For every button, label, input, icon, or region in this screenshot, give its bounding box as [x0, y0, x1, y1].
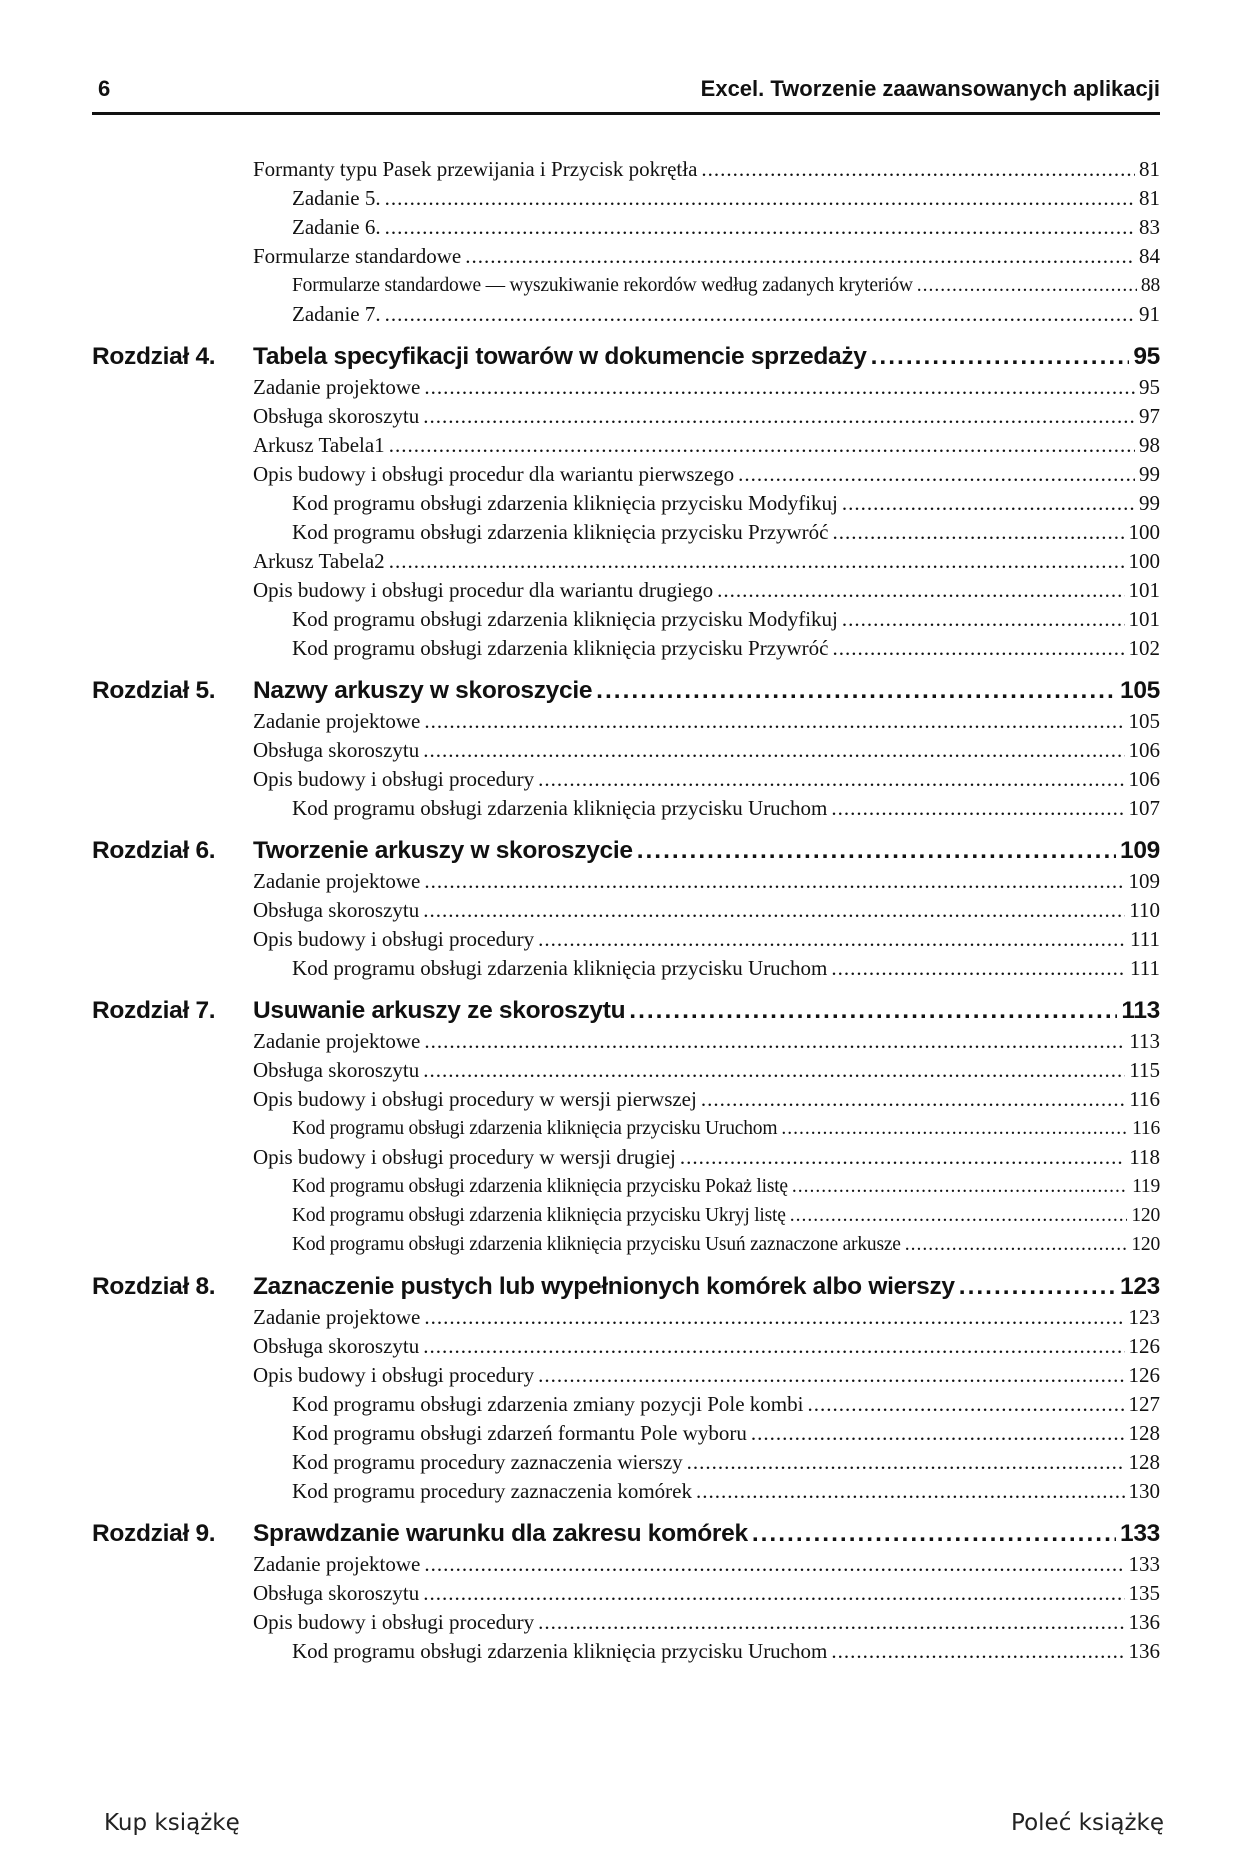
toc-entry-page: 107 — [1128, 796, 1160, 820]
toc-entry-title: Obsługa skoroszytu — [253, 404, 420, 428]
toc-entry-title: Opis budowy i obsługi procedury w wersji drugiej — [253, 1145, 676, 1169]
toc-entry-page: 95 — [1139, 375, 1160, 399]
toc-entry-page: 116 — [1129, 1087, 1160, 1111]
dot-leader — [738, 460, 1135, 489]
dot-leader — [423, 896, 1125, 925]
toc-entry-title: Kod programu obsługi zdarzenia kliknięcia przycisku Pokaż listę — [292, 1176, 788, 1197]
toc-entry-page: 99 — [1139, 491, 1160, 515]
toc-entry-page: 126 — [1128, 1334, 1160, 1358]
toc-entry-page: 105 — [1128, 709, 1160, 733]
toc-entry-title: Kod programu obsługi zdarzenia kliknięcia przycisku Uruchom — [292, 1118, 778, 1139]
dot-leader — [637, 834, 1116, 867]
toc-entry[interactable] — [92, 1419, 1160, 1448]
toc-entry-page: 135 — [1128, 1581, 1160, 1605]
toc-entry[interactable] — [92, 271, 1160, 300]
dot-leader — [389, 547, 1125, 576]
toc-entry-title: Zadanie projektowe — [253, 869, 421, 893]
toc-entry-title: Obsługa skoroszytu — [253, 898, 420, 922]
chapter-label: Rozdział 9. — [92, 1520, 216, 1547]
chapter-label: Rozdział 7. — [92, 997, 216, 1024]
toc-entry[interactable] — [92, 1332, 1160, 1361]
toc-entry-title: Kod programu obsługi zdarzenia kliknięcia przycisku Usuń zaznaczone arkusze — [292, 1234, 901, 1255]
toc-entry-title: Zadanie 7. — [292, 302, 381, 326]
book-title: Excel. Tworzenie zaawansowanych aplikacji — [700, 76, 1160, 101]
toc-entry[interactable] — [92, 1027, 1160, 1056]
toc-entry-title: Kod programu obsługi zdarzenia kliknięcia przycisku Przywróć — [292, 636, 829, 660]
chapter-label: Rozdział 8. — [92, 1273, 216, 1300]
toc-entry[interactable] — [92, 867, 1160, 896]
toc-entry-title: Zadanie projektowe — [253, 709, 421, 733]
toc-entry-title: Kod programu obsługi zdarzenia kliknięcia przycisku Uruchom — [292, 956, 828, 980]
toc-entry[interactable] — [92, 1303, 1160, 1332]
toc-entry-page: 91 — [1139, 302, 1160, 326]
toc-entry[interactable] — [92, 1085, 1160, 1114]
toc-entry[interactable] — [92, 242, 1160, 271]
page-header — [92, 74, 1160, 115]
toc-entry-page: 113 — [1129, 1029, 1160, 1053]
chapter-title: Tabela specyfikacji towarów w dokumencie sprzedaży — [253, 343, 867, 370]
toc-entry[interactable] — [92, 896, 1160, 925]
toc-entry-title: Zadanie 5. — [292, 186, 381, 210]
toc-entry[interactable] — [92, 707, 1160, 736]
toc-entry-title: Kod programu obsługi zdarzeń formantu Pole wyboru — [292, 1421, 747, 1445]
dot-leader — [424, 707, 1124, 736]
toc-entry-page: 136 — [1128, 1639, 1160, 1663]
dot-leader — [424, 867, 1124, 896]
toc-entry-page: 97 — [1139, 404, 1160, 428]
chapter-page: 95 — [1133, 343, 1160, 370]
toc-entry[interactable] — [92, 1550, 1160, 1579]
toc-entry-page: 127 — [1128, 1392, 1160, 1416]
dot-leader — [833, 518, 1125, 547]
dot-leader — [696, 1477, 1125, 1506]
toc-entry-title: Kod programu obsługi zdarzenia kliknięcia przycisku Przywróć — [292, 520, 829, 544]
toc-entry[interactable] — [92, 402, 1160, 431]
dot-leader — [842, 489, 1135, 518]
recommend-book-link[interactable]: Poleć książkę — [1011, 1810, 1164, 1836]
dot-leader — [423, 736, 1124, 765]
toc-entry-title: Kod programu procedury zaznaczenia komórek — [292, 1479, 692, 1503]
toc-entry-title: Formanty typu Pasek przewijania i Przycisk pokrętła — [253, 157, 698, 181]
toc-entry[interactable] — [92, 184, 1160, 213]
toc-entry[interactable] — [92, 431, 1160, 460]
toc-entry-page: 81 — [1139, 186, 1160, 210]
dot-leader — [596, 674, 1116, 707]
toc-entry[interactable] — [92, 954, 1160, 983]
chapter-heading[interactable] — [92, 674, 1160, 707]
toc-entry-title: Zadanie projektowe — [253, 1029, 421, 1053]
toc-entry-title: Opis budowy i obsługi procedur dla wariantu pierwszego — [253, 462, 735, 486]
toc-entry[interactable] — [92, 1448, 1160, 1477]
dot-leader — [905, 1230, 1128, 1259]
toc-entry-page: 99 — [1139, 462, 1160, 486]
dot-leader — [538, 765, 1124, 794]
toc-entry-page: 120 — [1131, 1205, 1160, 1226]
toc-entry-page: 109 — [1128, 869, 1160, 893]
toc-entry-page: 130 — [1128, 1479, 1160, 1503]
chapter-heading[interactable] — [92, 1517, 1160, 1550]
dot-leader — [701, 1085, 1125, 1114]
toc-entry-title: Formularze standardowe — [253, 244, 462, 268]
dot-leader — [629, 994, 1117, 1027]
chapter-heading[interactable] — [92, 340, 1160, 373]
dot-leader — [831, 1637, 1124, 1666]
dot-leader — [717, 576, 1124, 605]
dot-leader — [842, 605, 1125, 634]
toc-entry-page: 128 — [1128, 1421, 1160, 1445]
toc-entry-page: 102 — [1128, 636, 1160, 660]
toc-entry[interactable] — [92, 518, 1160, 547]
dot-leader — [792, 1172, 1128, 1201]
toc-entry-title: Kod programu procedury zaznaczenia wierszy — [292, 1450, 683, 1474]
dot-leader — [871, 340, 1130, 373]
toc-entry-title: Obsługa skoroszytu — [253, 1334, 420, 1358]
dot-leader — [917, 271, 1137, 300]
dot-leader — [385, 300, 1135, 329]
toc-entry[interactable] — [92, 1477, 1160, 1506]
toc-entry-title: Kod programu obsługi zdarzenia kliknięcia przycisku Uruchom — [292, 796, 828, 820]
toc-entry-page: 116 — [1132, 1118, 1160, 1139]
page-number: 6 — [98, 76, 111, 101]
chapter-page: 133 — [1120, 1520, 1160, 1547]
dot-leader — [538, 1608, 1124, 1637]
chapter-page: 123 — [1120, 1273, 1160, 1300]
toc-entry-title: Kod programu obsługi zdarzenia zmiany pozycji Pole kombi — [292, 1392, 804, 1416]
dot-leader — [424, 373, 1135, 402]
toc-entry[interactable] — [92, 1143, 1160, 1172]
toc-entry-title: Opis budowy i obsługi procedur dla wariantu drugiego — [253, 578, 714, 602]
toc-entry-page: 119 — [1132, 1176, 1160, 1197]
dot-leader — [751, 1419, 1125, 1448]
toc-entry-page: 101 — [1128, 578, 1160, 602]
dot-leader — [833, 634, 1125, 663]
dot-leader — [385, 184, 1135, 213]
chapter-title: Sprawdzanie warunku dla zakresu komórek — [253, 1520, 748, 1547]
chapter-title: Nazwy arkuszy w skoroszycie — [253, 677, 593, 704]
toc-entry-title: Arkusz Tabela2 — [253, 549, 385, 573]
toc-entry-title: Opis budowy i obsługi procedury — [253, 927, 535, 951]
toc-entry-page: 136 — [1128, 1610, 1160, 1634]
toc-entry[interactable] — [92, 547, 1160, 576]
toc-entry-title: Zadanie projektowe — [253, 375, 421, 399]
chapter-label: Rozdział 4. — [92, 343, 216, 370]
chapter-title: Usuwanie arkuszy ze skoroszytu — [253, 997, 626, 1024]
toc-entry-page: 111 — [1130, 927, 1160, 951]
chapter-heading[interactable] — [92, 1270, 1160, 1303]
dot-leader — [538, 925, 1126, 954]
dot-leader — [424, 1027, 1125, 1056]
dot-leader — [423, 1056, 1125, 1085]
toc-entry[interactable] — [92, 1201, 1160, 1230]
chapter-page: 109 — [1120, 837, 1160, 864]
dot-leader — [752, 1517, 1116, 1550]
dot-leader — [831, 794, 1124, 823]
toc-entry[interactable] — [92, 1361, 1160, 1390]
dot-leader — [424, 1550, 1124, 1579]
toc-entry[interactable] — [92, 736, 1160, 765]
toc-entry-page: 100 — [1128, 520, 1160, 544]
toc-entry[interactable] — [92, 605, 1160, 634]
toc-entry-page: 100 — [1128, 549, 1160, 573]
dot-leader — [538, 1361, 1124, 1390]
chapter-label: Rozdział 5. — [92, 677, 216, 704]
toc-entry-page: 133 — [1128, 1552, 1160, 1576]
toc-entry[interactable] — [92, 634, 1160, 663]
chapter-heading[interactable] — [92, 834, 1160, 867]
toc-entry-page: 120 — [1131, 1234, 1160, 1255]
dot-leader — [423, 1332, 1124, 1361]
toc-entry[interactable] — [92, 1172, 1160, 1201]
toc-entry-page: 111 — [1130, 956, 1160, 980]
toc-entry-page: 83 — [1139, 215, 1160, 239]
dot-leader — [781, 1114, 1128, 1143]
toc-entry-title: Zadanie 6. — [292, 215, 381, 239]
toc-entry[interactable] — [92, 373, 1160, 402]
toc-entry-title: Opis budowy i obsługi procedury — [253, 1363, 535, 1387]
toc-entry-title: Opis budowy i obsługi procedury w wersji pierwszej — [253, 1087, 697, 1111]
dot-leader — [423, 402, 1135, 431]
dot-leader — [831, 954, 1126, 983]
toc-entry-page: 123 — [1128, 1305, 1160, 1329]
toc-entry-page: 101 — [1128, 607, 1160, 631]
toc-entry-page: 88 — [1140, 275, 1160, 296]
toc-entry-page: 106 — [1128, 738, 1160, 762]
toc-entry-title: Zadanie projektowe — [253, 1305, 421, 1329]
chapter-label: Rozdział 6. — [92, 837, 216, 864]
toc-entry[interactable] — [92, 1114, 1160, 1143]
toc-entry[interactable] — [92, 155, 1160, 184]
toc-entry[interactable] — [92, 576, 1160, 605]
toc-entry-title: Obsługa skoroszytu — [253, 1581, 420, 1605]
toc-entry-title: Opis budowy i obsługi procedury — [253, 1610, 535, 1634]
toc-entry-title: Kod programu obsługi zdarzenia kliknięcia przycisku Uruchom — [292, 1639, 828, 1663]
toc-entry-title: Kod programu obsługi zdarzenia kliknięcia przycisku Ukryj listę — [292, 1205, 786, 1226]
toc-entry[interactable] — [92, 765, 1160, 794]
toc-entry[interactable] — [92, 1637, 1160, 1666]
dot-leader — [424, 1303, 1124, 1332]
toc-entry-title: Kod programu obsługi zdarzenia kliknięcia przycisku Modyfikuj — [292, 607, 838, 631]
toc-entry[interactable] — [92, 794, 1160, 823]
toc-entry[interactable] — [92, 213, 1160, 242]
toc-entry[interactable] — [92, 300, 1160, 329]
dot-leader — [790, 1201, 1128, 1230]
chapter-title: Tworzenie arkuszy w skoroszycie — [253, 837, 633, 864]
toc-entry-page: 110 — [1129, 898, 1160, 922]
toc-entry[interactable] — [92, 1579, 1160, 1608]
chapter-title: Zaznaczenie pustych lub wypełnionych komórek albo wierszy — [253, 1273, 955, 1300]
toc-entry-title: Arkusz Tabela1 — [253, 433, 385, 457]
toc-entry-title: Obsługa skoroszytu — [253, 738, 420, 762]
dot-leader — [385, 213, 1135, 242]
toc-entry-page: 98 — [1139, 433, 1160, 457]
toc-entry-page: 126 — [1128, 1363, 1160, 1387]
toc-entry-title: Obsługa skoroszytu — [253, 1058, 420, 1082]
toc-entry-page: 106 — [1128, 767, 1160, 791]
toc-entry-title: Formularze standardowe — wyszukiwanie rekordów według zadanych kryteriów — [292, 275, 913, 296]
toc-entry[interactable] — [92, 925, 1160, 954]
dot-leader — [389, 431, 1135, 460]
toc-entry-page: 84 — [1139, 244, 1160, 268]
toc-entry-title: Kod programu obsługi zdarzenia kliknięcia przycisku Modyfikuj — [292, 491, 838, 515]
toc-entry-page: 118 — [1129, 1145, 1160, 1169]
chapter-page: 105 — [1120, 677, 1160, 704]
buy-book-link[interactable]: Kup książkę — [104, 1810, 240, 1836]
toc-entry-title: Zadanie projektowe — [253, 1552, 421, 1576]
dot-leader — [807, 1390, 1124, 1419]
dot-leader — [680, 1143, 1125, 1172]
table-of-contents — [92, 155, 1160, 1666]
toc-entry[interactable] — [92, 489, 1160, 518]
toc-entry-page: 128 — [1128, 1450, 1160, 1474]
toc-entry[interactable] — [92, 1230, 1160, 1259]
toc-entry[interactable] — [92, 1608, 1160, 1637]
dot-leader — [423, 1579, 1124, 1608]
toc-entry-title: Opis budowy i obsługi procedury — [253, 767, 535, 791]
toc-entry[interactable] — [92, 1390, 1160, 1419]
toc-entry[interactable] — [92, 460, 1160, 489]
toc-entry-page: 81 — [1139, 157, 1160, 181]
chapter-heading[interactable] — [92, 994, 1160, 1027]
dot-leader — [465, 242, 1135, 271]
dot-leader — [959, 1270, 1116, 1303]
dot-leader — [701, 155, 1135, 184]
toc-entry[interactable] — [92, 1056, 1160, 1085]
toc-entry-page: 115 — [1129, 1058, 1160, 1082]
chapter-page: 113 — [1121, 997, 1160, 1024]
dot-leader — [687, 1448, 1125, 1477]
